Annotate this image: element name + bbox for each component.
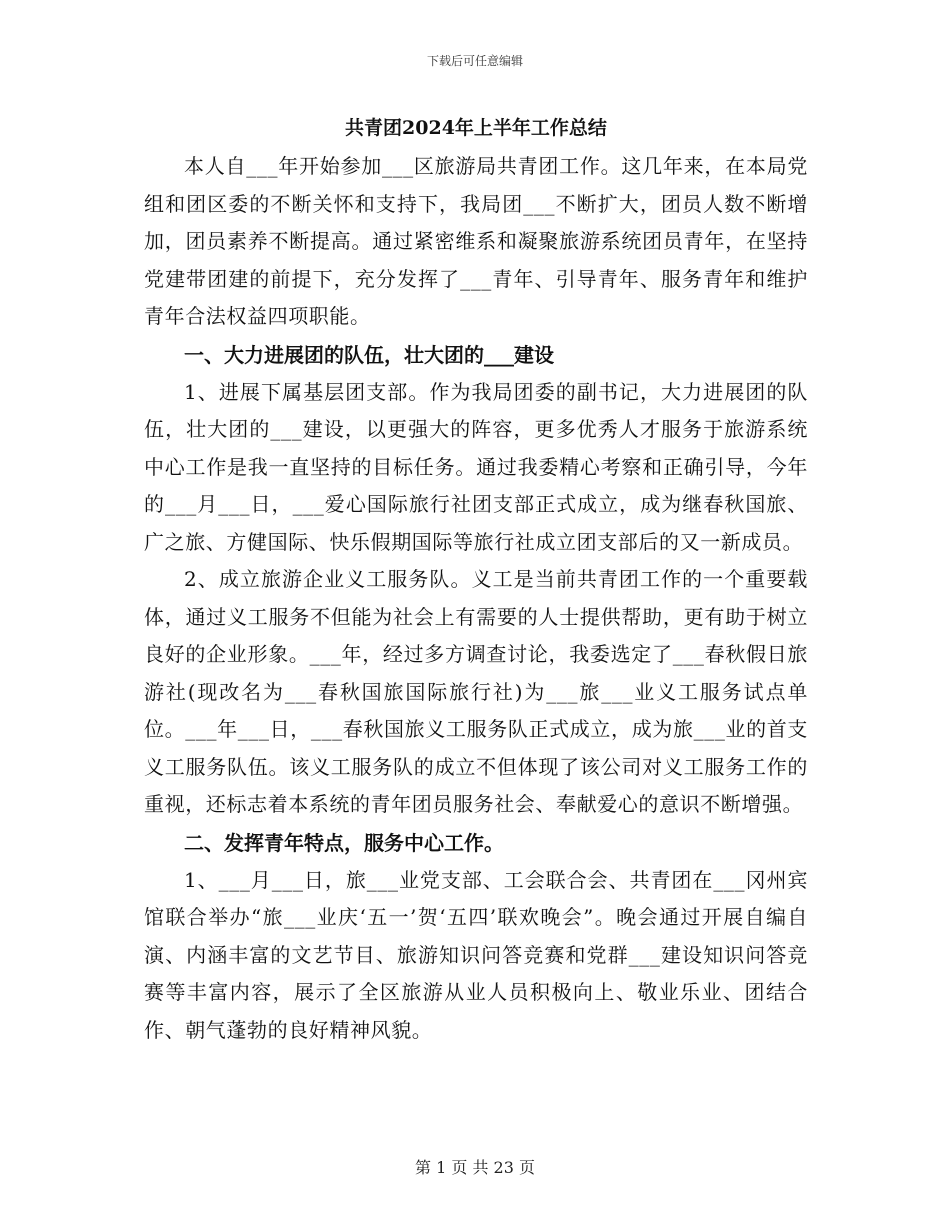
page-footer: 第 1 页 共 23 页 bbox=[415, 1158, 535, 1177]
intro-paragraph: 本人自___年开始参加___区旅游局共青团工作。这几年来，在本局党组和团区委的不断关怀和支持下，我局团___不断扩大，团员人数不断增加，团员素养不断提高。通过紧密维系和凝聚旅游系统团员青年，在坚持党建带团建的前提下，充分发挥了___青年、引导青年、服务青年和维护青年合法权益四项职能。 bbox=[144, 154, 808, 328]
section-1-paragraph-1: 1、进展下属基层团支部。作为我局团委的副书记，大力进展团的队伍，壮大团的___建设，以更强大的阵容，更多优秀人才服务于旅游系统中心工作是我一直坚持的目标任务。通过我委精心考察和正确引导，今年的___月___日，___爱心国际旅行社团支部正式成立，成为继春秋国旅、广之旅、方健国际、快乐假期国际等旅行社成立团支部后的又一新成员。 bbox=[144, 379, 808, 554]
document-body bbox=[144, 108, 808, 1049]
section-2-heading: 二、发挥青年特点，服务中心工作。 bbox=[184, 830, 504, 855]
page-header-note: 下载后可任意编辑 bbox=[426, 54, 523, 68]
section-1-heading: 一、大力进展团的队伍，壮大团的___建设 bbox=[184, 342, 554, 367]
document-title: 共青团2024年上半年工作总结 bbox=[345, 117, 607, 139]
section-2-paragraph-1: 1、___月___日，旅___业党支部、工会联合会、共青团在___冈州宾馆联合举办“旅___业庆‘五一’贺‘五四’联欢晚会”。晚会通过开展自编自演、内涵丰富的文艺节目、旅游知识问答竞赛和党群___建设知识问答竞赛等丰富内容，展示了全区旅游从业人员积极向上、敬业乐业、团结合作、朝气蓬勃的良好精神风貌。 bbox=[144, 867, 808, 1042]
section-1-paragraph-2: 2、成立旅游企业义工服务队。义工是当前共青团工作的一个重要载体，通过义工服务不但能为社会上有需要的人士提供帮助，更有助于树立良好的企业形象。___年，经过多方调查讨论，我委选定了___春秋假日旅游社(现改名为___春秋国旅国际旅行社)为___旅___业义工服务试点单位。___年___日，___春秋国旅义工服务队正式成立，成为旅___业的首支义工服务队伍。该义工服务队的成立不但体现了该公司对义工服务工作的重视，还标志着本系统的青年团员服务社会、奉献爱心的意识不断增强。 bbox=[144, 567, 808, 816]
